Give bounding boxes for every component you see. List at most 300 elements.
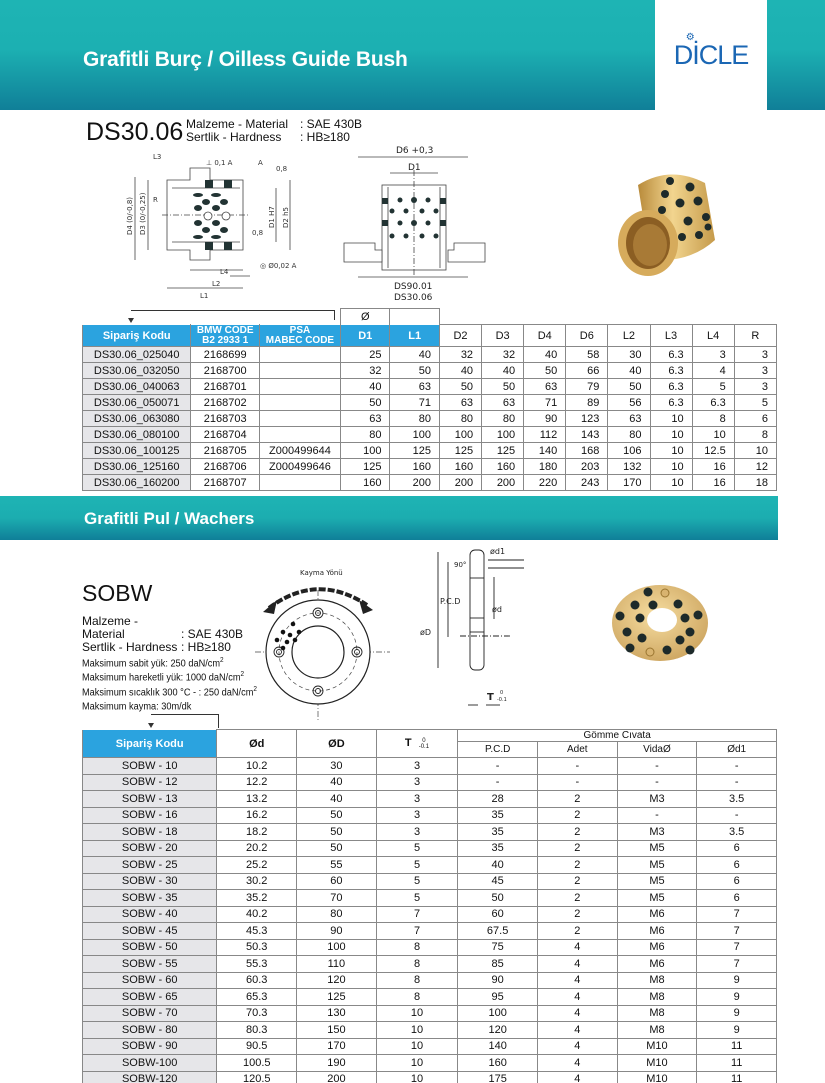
table-cell: 2168701: [191, 379, 259, 395]
table-cell: 40: [458, 857, 538, 874]
table-cell: -: [697, 774, 777, 791]
table-row: [83, 475, 777, 491]
table-cell: 4: [537, 972, 617, 989]
table-cell: 7: [697, 923, 777, 940]
table-cell: 5: [376, 890, 458, 907]
table-cell: 63: [340, 411, 389, 427]
table-cell: 7: [697, 906, 777, 923]
col-d2: D2: [439, 325, 481, 347]
table-row: [83, 939, 777, 956]
washer-material-value: : SAE 430B: [181, 627, 244, 641]
table-cell: 20.2: [217, 840, 297, 857]
gear-icon: ⚙: [685, 31, 694, 43]
table-cell: SOBW - 90: [83, 1038, 217, 1055]
table-cell: 2168704: [191, 427, 259, 443]
table-cell: 3: [376, 807, 458, 824]
col-order-code: Sipariş Kodu: [83, 325, 191, 347]
table-row: [83, 972, 777, 989]
table-cell: 65.3: [217, 989, 297, 1006]
table-cell: 80: [297, 906, 377, 923]
table-cell: 3: [376, 824, 458, 841]
table-cell: M10: [617, 1038, 697, 1055]
table-cell: SOBW - 18: [83, 824, 217, 841]
dim-l2: L2: [212, 280, 221, 288]
table-cell: 4: [692, 363, 734, 379]
table-cell: 10: [650, 411, 692, 427]
part-ds9001: DS90.01: [394, 282, 433, 292]
table-cell: 67.5: [458, 923, 538, 940]
diameter-symbol-row: [83, 309, 777, 325]
material-label: Malzeme - Material: [186, 117, 289, 131]
table-cell: 95: [458, 989, 538, 1006]
table-cell: 50: [482, 379, 524, 395]
table-cell: SOBW-100: [83, 1055, 217, 1072]
table-cell: 4: [537, 1022, 617, 1039]
table-cell: 112: [524, 427, 566, 443]
dim-od: ød: [492, 605, 502, 614]
table-cell: 3.5: [697, 824, 777, 841]
bush-product-image: [610, 165, 730, 280]
table-cell: SOBW - 80: [83, 1022, 217, 1039]
table-cell: 125: [439, 443, 481, 459]
table-cell: 50: [297, 807, 377, 824]
dim-t-tol-upper: 0: [500, 690, 504, 696]
table-cell: SOBW - 55: [83, 956, 217, 973]
table-row: [83, 1071, 777, 1083]
logo-text: ⚙ DİCLE: [673, 31, 749, 70]
dim-d1h7: D1 H7: [268, 206, 276, 228]
table-cell: M3: [617, 791, 697, 808]
washer-series-code: SOBW: [82, 580, 153, 606]
table-cell: 160: [390, 459, 439, 475]
table-cell: 32: [439, 347, 481, 363]
table-row: [83, 890, 777, 907]
washer-hardness-value: : HB≥180: [181, 640, 231, 654]
table-row: [83, 857, 777, 874]
table-cell: 190: [297, 1055, 377, 1072]
table-cell: 90: [297, 923, 377, 940]
table-row: [83, 791, 777, 808]
table-cell: 90.5: [217, 1038, 297, 1055]
table-cell: 58: [566, 347, 608, 363]
table-cell: 175: [458, 1071, 538, 1083]
table-cell: 100: [482, 427, 524, 443]
table-cell: SOBW - 30: [83, 873, 217, 890]
table-cell: 2: [537, 873, 617, 890]
table-cell: 12.5: [692, 443, 734, 459]
table-cell: 80: [340, 427, 389, 443]
table-cell: 3: [376, 791, 458, 808]
table-cell: 30.2: [217, 873, 297, 890]
table-cell: -: [617, 807, 697, 824]
dim-l3: L3: [153, 153, 162, 161]
table-cell: 50: [458, 890, 538, 907]
table-cell: 8: [376, 956, 458, 973]
table-cell: 3: [692, 347, 734, 363]
table-cell: DS30.06_040063: [83, 379, 191, 395]
table-cell: SOBW - 45: [83, 923, 217, 940]
table-cell: 132: [608, 459, 650, 475]
table-cell: 7: [376, 906, 458, 923]
col-group-countersunk-bolt: Gömme Cıvata: [458, 730, 777, 742]
table-cell: 120: [297, 972, 377, 989]
hardness-label: Sertlik - Hardness: [186, 130, 282, 144]
table-cell: 10: [650, 475, 692, 491]
table-cell: 80: [439, 411, 481, 427]
table-cell: -: [537, 758, 617, 775]
table-cell: 200: [297, 1071, 377, 1083]
table-cell: 8: [376, 939, 458, 956]
table-cell: 4: [537, 956, 617, 973]
dim-l1: L1: [200, 292, 209, 300]
table-row: [83, 347, 777, 363]
dim-perp: ⊥ 0,1 A: [206, 159, 233, 167]
table-cell: 79: [566, 379, 608, 395]
table-cell: 8: [376, 972, 458, 989]
table-cell: 9: [697, 989, 777, 1006]
washer-side-drawing: [420, 540, 530, 715]
table-cell: [259, 395, 340, 411]
table-cell: 11: [697, 1071, 777, 1083]
table-row: [83, 923, 777, 940]
header-banner: [0, 0, 825, 110]
table-cell: 160: [482, 459, 524, 475]
table-row: [83, 1005, 777, 1022]
table-cell: 6.3: [650, 363, 692, 379]
table-cell: SOBW - 16: [83, 807, 217, 824]
table-cell: M10: [617, 1055, 697, 1072]
table-cell: 16: [692, 475, 734, 491]
table-cell: 200: [482, 475, 524, 491]
table-cell: 5: [376, 873, 458, 890]
table-cell: 2168707: [191, 475, 259, 491]
table-cell: 6.3: [650, 379, 692, 395]
table-cell: 30: [297, 758, 377, 775]
dim-l4: L4: [220, 268, 229, 276]
dim-d3: D3 (0/-0,25): [139, 192, 147, 235]
table-cell: 50: [297, 824, 377, 841]
table-cell: SOBW - 12: [83, 774, 217, 791]
table-cell: 200: [390, 475, 439, 491]
table-cell: -: [617, 774, 697, 791]
table-cell: 3.5: [697, 791, 777, 808]
washer-product-image: [610, 580, 710, 665]
washer-limits: [82, 655, 257, 712]
table-cell: 60.3: [217, 972, 297, 989]
table-cell: DS30.06_050071: [83, 395, 191, 411]
table-cell: 203: [566, 459, 608, 475]
table-row: [83, 824, 777, 841]
table-cell: 40: [390, 347, 439, 363]
table-row: [83, 1038, 777, 1055]
table-cell: 170: [608, 475, 650, 491]
table-cell: 25.2: [217, 857, 297, 874]
table-cell: 90: [524, 411, 566, 427]
table-row: [83, 873, 777, 890]
table-cell: SOBW - 13: [83, 791, 217, 808]
table-cell: 100: [297, 939, 377, 956]
dim-t: T: [487, 692, 494, 703]
col-r: R: [734, 325, 776, 347]
table-cell: 80: [482, 411, 524, 427]
table-row: [83, 840, 777, 857]
table-cell: 50: [524, 363, 566, 379]
table-cell: 7: [376, 923, 458, 940]
table-cell: M10: [617, 1071, 697, 1083]
table-cell: 40.2: [217, 906, 297, 923]
table-cell: 55: [297, 857, 377, 874]
table-cell: 5: [376, 857, 458, 874]
table-cell: 120: [458, 1022, 538, 1039]
table-cell: 180: [524, 459, 566, 475]
table-cell: M8: [617, 1005, 697, 1022]
table-cell: 10: [376, 1038, 458, 1055]
col-t: T 0 -0.1: [376, 730, 458, 758]
table-cell: 123: [566, 411, 608, 427]
table-cell: 60: [458, 906, 538, 923]
limit-line: Maksimum kayma: 30m/dk: [82, 701, 192, 713]
washer-spec-table: [82, 729, 777, 1083]
table-cell: 2: [537, 857, 617, 874]
hardness-value: : HB≥180: [300, 130, 350, 144]
table-cell: 5: [692, 379, 734, 395]
table-cell: 13.2: [217, 791, 297, 808]
table-cell: 40: [608, 363, 650, 379]
col-d4: D4: [524, 325, 566, 347]
table-cell: 10.2: [217, 758, 297, 775]
table-cell: 2: [537, 791, 617, 808]
table-cell: 100.5: [217, 1055, 297, 1072]
limit-line: Maksimum hareketli yük: 1000 daN/$cm^2$: [82, 671, 245, 684]
table-cell: Z000499646: [259, 459, 340, 475]
table-cell: 35.2: [217, 890, 297, 907]
table-cell: 10: [376, 1022, 458, 1039]
table-cell: [259, 379, 340, 395]
table-cell: 40: [482, 363, 524, 379]
table-cell: SOBW - 25: [83, 857, 217, 874]
table-cell: 100: [458, 1005, 538, 1022]
table-cell: 6: [734, 411, 776, 427]
page-title: Grafitli Burç / Oilless Guide Bush: [83, 48, 408, 71]
table-cell: DS30.06_125160: [83, 459, 191, 475]
table-cell: 200: [439, 475, 481, 491]
table-row: [83, 956, 777, 973]
table-cell: 2: [537, 906, 617, 923]
table-cell: 50: [439, 379, 481, 395]
table-row: [83, 989, 777, 1006]
table-cell: M6: [617, 939, 697, 956]
table-cell: 32: [340, 363, 389, 379]
table-cell: 8: [734, 427, 776, 443]
table-cell: 55.3: [217, 956, 297, 973]
table-cell: 106: [608, 443, 650, 459]
dim-concentricity: ◎ Ø0,02 A: [260, 262, 297, 270]
table-cell: 2168703: [191, 411, 259, 427]
dim-datum: A: [258, 159, 263, 167]
table-cell: 30: [608, 347, 650, 363]
table-cell: 63: [524, 379, 566, 395]
col-qty: Adet: [537, 742, 617, 758]
table-cell: 40: [524, 347, 566, 363]
table-cell: 70: [297, 890, 377, 907]
table-cell: 2: [537, 824, 617, 841]
table-cell: SOBW - 70: [83, 1005, 217, 1022]
dim-rough1: 0,8: [276, 165, 288, 173]
table-cell: 10: [650, 427, 692, 443]
table-cell: 125: [482, 443, 524, 459]
col-bmw-code: BMW CODE B2 2933 1: [191, 325, 259, 347]
table-cell: 130: [297, 1005, 377, 1022]
table-row: [83, 1055, 777, 1072]
table-cell: 125: [390, 443, 439, 459]
table-cell: 140: [458, 1038, 538, 1055]
dim-d4: D4 (0/-0,8): [126, 196, 134, 235]
col-d3: D3: [482, 325, 524, 347]
col-screw: VidaØ: [617, 742, 697, 758]
table-cell: 5: [376, 840, 458, 857]
logo: [655, 0, 767, 110]
table-cell: 6.3: [650, 347, 692, 363]
table-cell: 243: [566, 475, 608, 491]
table-cell: 8: [376, 989, 458, 1006]
arrow-down-icon: [148, 723, 154, 728]
table-cell: 45.3: [217, 923, 297, 940]
dim-d1-top: D1: [408, 163, 421, 173]
table-cell: -: [458, 758, 538, 775]
table-cell: -: [697, 758, 777, 775]
table-cell: 25: [340, 347, 389, 363]
col-oD: ØD: [297, 730, 377, 758]
table-cell: 100: [439, 427, 481, 443]
table-cell: 85: [458, 956, 538, 973]
table-cell: 16.2: [217, 807, 297, 824]
table-cell: DS30.06_080100: [83, 427, 191, 443]
table-cell: 9: [697, 1022, 777, 1039]
table-cell: 40: [297, 774, 377, 791]
table-row: [83, 774, 777, 791]
table-cell: 12: [734, 459, 776, 475]
table-cell: 125: [340, 459, 389, 475]
table-cell: DS30.06_063080: [83, 411, 191, 427]
table-cell: 12.2: [217, 774, 297, 791]
table-cell: M6: [617, 956, 697, 973]
table-cell: M6: [617, 906, 697, 923]
table-row: [83, 758, 777, 775]
table-cell: M5: [617, 840, 697, 857]
table-cell: 4: [537, 939, 617, 956]
table-cell: 2168700: [191, 363, 259, 379]
table-cell: 6: [697, 873, 777, 890]
table-cell: M8: [617, 989, 697, 1006]
table-cell: 40: [340, 379, 389, 395]
table-cell: 2168706: [191, 459, 259, 475]
table-cell: 50: [390, 363, 439, 379]
col-pcd: P.C.D: [458, 742, 538, 758]
table-cell: M3: [617, 824, 697, 841]
table-cell: 2: [537, 807, 617, 824]
table-cell: 40: [297, 791, 377, 808]
table-cell: M5: [617, 857, 697, 874]
table-cell: 75: [458, 939, 538, 956]
table-cell: 50.3: [217, 939, 297, 956]
table-cell: 9: [697, 1005, 777, 1022]
table-cell: 110: [297, 956, 377, 973]
bush-assembly-drawing: [330, 140, 510, 305]
washer-section-banner: [0, 496, 778, 540]
table-cell: 100: [340, 443, 389, 459]
table-cell: 168: [566, 443, 608, 459]
washer-spec-block: [82, 615, 243, 654]
bush-series-code: DS30.06: [86, 118, 184, 146]
dim-t-tol-lower: -0.1: [497, 697, 507, 703]
washer-table-header: [83, 730, 777, 742]
bush-section-drawing: [100, 140, 300, 305]
table-cell: M5: [617, 873, 697, 890]
table-cell: 63: [608, 411, 650, 427]
table-cell: SOBW - 40: [83, 906, 217, 923]
table-row: [83, 807, 777, 824]
table-cell: 11: [697, 1055, 777, 1072]
table-cell: 3: [734, 363, 776, 379]
material-value: : SAE 430B: [300, 117, 363, 131]
table-cell: SOBW - 10: [83, 758, 217, 775]
table-cell: SOBW - 50: [83, 939, 217, 956]
table-cell: 4: [537, 1055, 617, 1072]
bush-spec-table: [82, 308, 777, 491]
table-cell: 4: [537, 989, 617, 1006]
table-cell: 100: [390, 427, 439, 443]
table-cell: 18.2: [217, 824, 297, 841]
dim-d2h5: D2 h5: [282, 207, 290, 228]
table-cell: 90: [458, 972, 538, 989]
table-cell: 6: [697, 857, 777, 874]
table-cell: 4: [537, 1038, 617, 1055]
table-cell: -: [458, 774, 538, 791]
table-cell: 160: [439, 459, 481, 475]
table-cell: 2168705: [191, 443, 259, 459]
table-cell: 35: [458, 807, 538, 824]
washer-hardness-label: Sertlik - Hardness: [82, 640, 178, 654]
table-cell: 4: [537, 1005, 617, 1022]
table-cell: 2: [537, 840, 617, 857]
table-cell: 10: [734, 443, 776, 459]
table-cell: SOBW - 65: [83, 989, 217, 1006]
table-cell: 11: [697, 1038, 777, 1055]
bush-table-header: [83, 325, 777, 347]
table-cell: M6: [617, 923, 697, 940]
table-cell: 125: [297, 989, 377, 1006]
table-row: [83, 443, 777, 459]
slide-direction-label: Kayma Yönü: [300, 569, 343, 577]
table-cell: 3: [376, 774, 458, 791]
table-cell: [259, 411, 340, 427]
table-cell: 10: [692, 427, 734, 443]
table-cell: 80: [390, 411, 439, 427]
table-cell: 4: [537, 1071, 617, 1083]
table-cell: 7: [697, 956, 777, 973]
table-cell: 35: [458, 824, 538, 841]
table-cell: 10: [376, 1005, 458, 1022]
table-cell: 28: [458, 791, 538, 808]
table-cell: 6.3: [650, 395, 692, 411]
table-cell: 6: [697, 890, 777, 907]
table-cell: SOBW-120: [83, 1071, 217, 1083]
table-cell: 70.3: [217, 1005, 297, 1022]
table-cell: DS30.06_100125: [83, 443, 191, 459]
washer-section-title: Grafitli Pul / Wachers: [84, 509, 255, 528]
part-ds3006: DS30.06: [394, 293, 433, 303]
table-cell: 10: [650, 459, 692, 475]
